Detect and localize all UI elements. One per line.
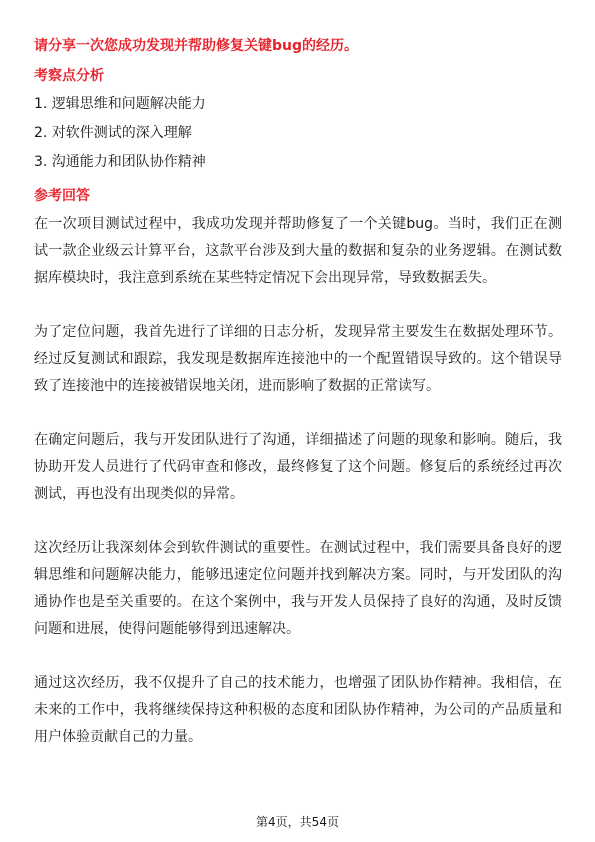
analysis-item: 3. 沟通能力和团队协作精神 [34, 154, 206, 170]
answer-paragraph: 在确定问题后，我与开发团队进行了沟通，详细描述了问题的现象和影响。随后，我协助开发人员进行了代码审查和修改，最终修复了这个问题。修复后的系统经过再次测试，再也没有出现类似的异常。 [34, 432, 562, 502]
answer-paragraph: 通过这次经历，我不仅提升了自己的技术能力，也增强了团队协作精神。我相信，在未来的工作中，我将继续保持这种积极的态度和团队协作精神，为公司的产品质量和用户体验贡献自己的力量。 [34, 675, 562, 745]
analysis-item: 2. 对软件测试的深入理解 [34, 125, 192, 141]
answer-paragraph: 在一次项目测试过程中，我成功发现并帮助修复了一个关键bug。当时，我们正在测试一款企业级云计算平台，这款平台涉及到大量的数据和复杂的业务逻辑。在测试数据库模块时，我注意到系统在某些特定情况下会出现异常，导致数据丢失。 [34, 216, 562, 286]
answer-paragraph: 这次经历让我深刻体会到软件测试的重要性。在测试过程中，我们需要具备良好的逻辑思维和问题解决能力，能够迅速定位问题并找到解决方案。同时，与开发团队的沟通协作也是至关重要的。在这个案例中，我与开发人员保持了良好的沟通，及时反馈问题和进展，使得问题能够得到迅速解决。 [34, 540, 562, 637]
question-heading: 请分享一次您成功发现并帮助修复关键bug的经历。 [34, 38, 359, 54]
answer-paragraph: 为了定位问题，我首先进行了详细的日志分析，发现异常主要发生在数据处理环节。经过反复测试和跟踪，我发现是数据库连接池中的一个配置错误导致的。这个错误导致了连接池中的连接被错误地关闭，进而影响了数据的正常读写。 [34, 324, 562, 394]
answer-body [34, 211, 562, 778]
analysis-item: 1. 逻辑思维和问题解决能力 [34, 96, 206, 112]
analysis-section-title: 考察点分析 [34, 68, 104, 84]
analysis-list [34, 94, 564, 181]
page-number-footer: 第4页，共54页 [256, 815, 339, 829]
answer-section-title: 参考回答 [34, 188, 90, 204]
